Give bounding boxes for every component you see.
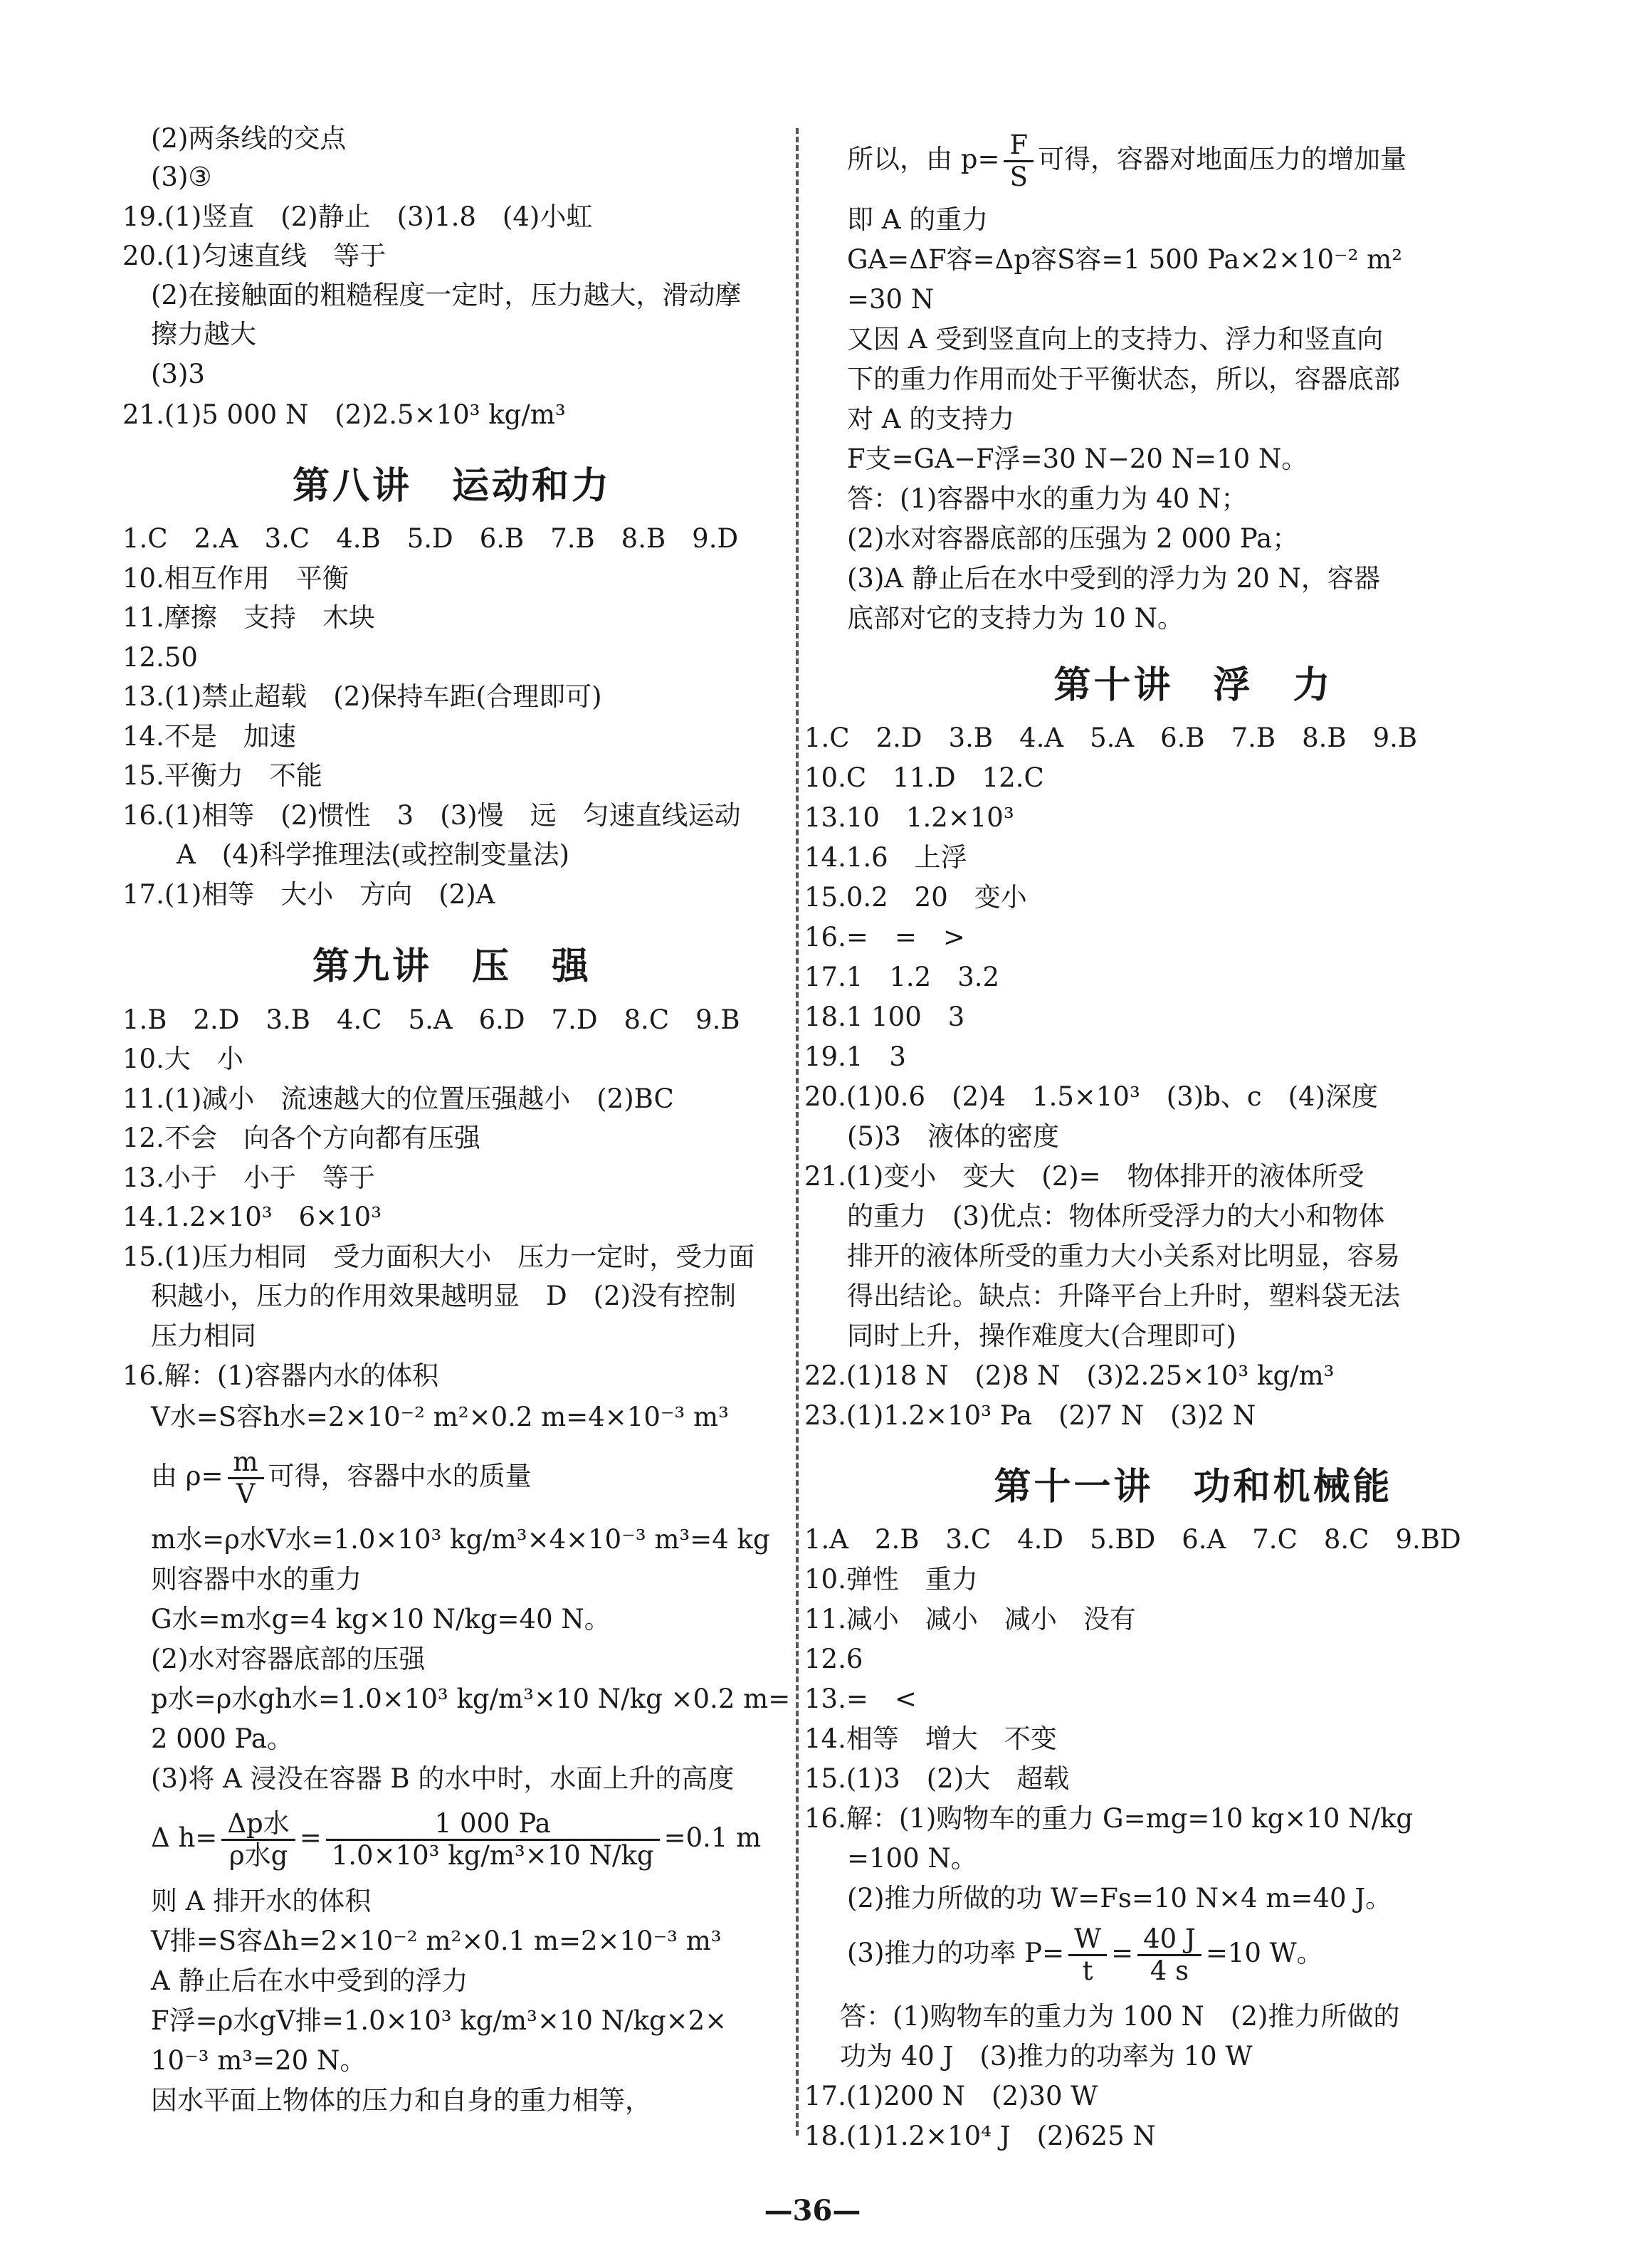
text-line: 则容器中水的重力 xyxy=(151,1564,362,1595)
answer-17: 17.(1)200 N (2)30 W xyxy=(804,2081,1098,2111)
text-line: (2)水对容器底部的压强为 2 000 Pa； xyxy=(847,523,1299,554)
text-line: (2)在接触面的粗糙程度一定时，压力越大，滑动摩 xyxy=(151,280,742,310)
answer-choices-11: 1.A 2.B 3.C 4.D 5.BD 6.A 7.C 8.C 9.BD xyxy=(804,1524,1461,1555)
text-line: A 静止后在水中受到的浮力 xyxy=(151,1965,468,1996)
text-line: 则 A 排开水的体积 xyxy=(151,1886,372,1916)
text-run: =0.1 m xyxy=(663,1822,762,1853)
denominator: V xyxy=(236,1479,256,1509)
answer-10: 10.C 11.D 12.C xyxy=(804,762,1044,793)
column-divider xyxy=(796,128,799,2136)
answer-16: 16.解：(1)容器内水的体积 xyxy=(122,1360,439,1391)
text-line: (2)水对容器底部的压强 xyxy=(151,1644,426,1674)
text-line: (5)3 液体的密度 xyxy=(847,1121,1059,1152)
answer-10: 10.弹性 重力 xyxy=(804,1564,978,1595)
formula-line: m水=ρ水V水=1.0×10³ kg/m³×4×10⁻³ m³=4 kg xyxy=(151,1524,770,1555)
answer-18: 18.1 100 3 xyxy=(804,1002,965,1032)
answer-15: 15.(1)压力相同 受力面积大小 压力一定时，受力面 xyxy=(122,1241,755,1272)
answer-14: 14.不是 加速 xyxy=(122,721,296,752)
numerator: F xyxy=(1004,130,1034,162)
text-line: 擦力越大 xyxy=(151,319,256,350)
text-line: (3)3 xyxy=(151,359,205,389)
fraction xyxy=(1137,1924,1201,1986)
text-line: 功为 40 J (3)推力的功率为 10 W xyxy=(840,2041,1253,2072)
denominator: ρ水g xyxy=(228,1840,288,1871)
denominator: 4 s xyxy=(1150,1955,1189,1986)
formula-line: p水=ρ水gh水=1.0×10³ kg/m³×10 N/kg ×0.2 m= xyxy=(151,1684,791,1714)
answer-10: 10.大 小 xyxy=(122,1044,243,1074)
answer-15: 15.平衡力 不能 xyxy=(122,760,322,791)
formula-line: V水=S容h水=2×10⁻² m²×0.2 m=4×10⁻³ m³ xyxy=(151,1402,729,1432)
text-line: =100 N。 xyxy=(847,1843,977,1874)
text-run: (3)推力的功率 P= xyxy=(847,1938,1065,1968)
formula-line: V排=S容Δh=2×10⁻² m²×0.1 m=2×10⁻³ m³ xyxy=(151,1926,722,1956)
text-run: 所以，由 p= xyxy=(847,144,1000,174)
answer-16: 16.= = > xyxy=(804,922,965,952)
text-line: 对 A 的支持力 xyxy=(847,404,1015,434)
answer-11: 11.减小 减小 减小 没有 xyxy=(804,1604,1136,1634)
answer-summary: 答：(1)容器中水的重力为 40 N； xyxy=(847,483,1248,514)
answer-17: 17.1 1.2 3.2 xyxy=(804,962,1000,992)
answer-12: 12.50 xyxy=(122,642,198,673)
answer-15: 15.0.2 20 变小 xyxy=(804,882,1027,913)
formula-line: F支=GA−F浮=30 N−20 N=10 N。 xyxy=(847,443,1308,474)
text-line: 即 A 的重力 xyxy=(847,204,989,235)
text-run: 由 ρ= xyxy=(151,1461,223,1491)
fraction xyxy=(221,1809,295,1871)
answer-12: 12.6 xyxy=(804,1644,863,1674)
text-run: = xyxy=(1111,1938,1134,1968)
answer-20: 20.(1)匀速直线 等于 xyxy=(122,241,386,271)
page-number: —36— xyxy=(764,2194,861,2227)
formula-line: =30 N xyxy=(847,284,935,315)
answer-choices-10: 1.C 2.D 3.B 4.A 5.A 6.B 7.B 8.B 9.B xyxy=(804,723,1418,753)
answer-14: 14.1.2×10³ 6×10³ xyxy=(122,1202,382,1232)
text-line: 压力相同 xyxy=(151,1321,256,1351)
formula-line: F浮=ρ水gV排=1.0×10³ kg/m³×10 N/kg×2× xyxy=(151,2005,727,2036)
text-line: 同时上升，操作难度大(合理即可) xyxy=(847,1321,1236,1351)
numerator: 40 J xyxy=(1137,1924,1201,1956)
formula-line: GA=ΔF容=Δp容S容=1 500 Pa×2×10⁻² m² xyxy=(847,244,1403,275)
text-line: (3)A 静止后在水中受到的浮力为 20 N，容器 xyxy=(847,563,1380,594)
answer-15: 15.(1)3 (2)大 超载 xyxy=(804,1763,1070,1794)
text-run: 可得，容器中水的质量 xyxy=(268,1461,532,1491)
text-line: A (4)科学推理法(或控制变量法) xyxy=(177,839,570,870)
numerator: Δp水 xyxy=(221,1809,295,1841)
answer-14: 14.1.6 上浮 xyxy=(804,842,967,873)
answer-13: 13.10 1.2×10³ xyxy=(804,802,1014,833)
text-line: 积越小，压力的作用效果越明显 D (2)没有控制 xyxy=(151,1281,737,1311)
formula-height-rise xyxy=(151,1807,761,1871)
section-title-11: 第十一讲 功和机械能 xyxy=(994,1465,1393,1508)
formula-density xyxy=(151,1445,532,1509)
denominator: 1.0×10³ kg/m³×10 N/kg xyxy=(331,1840,654,1871)
numerator: W xyxy=(1068,1924,1107,1956)
formula-line: 10⁻³ m³=20 N。 xyxy=(151,2045,367,2076)
numerator: m xyxy=(228,1447,264,1479)
formula-pressure xyxy=(847,128,1406,192)
formula-line: G水=m水g=4 kg×10 N/kg=40 N。 xyxy=(151,1604,611,1634)
text-run: Δ h= xyxy=(151,1822,218,1853)
text-line: (3)③ xyxy=(151,162,212,192)
fraction xyxy=(326,1809,660,1871)
text-line: (3)将 A 浸没在容器 B 的水中时，水面上升的高度 xyxy=(151,1763,735,1794)
text-line: 得出结论。缺点：升降平台上升时，塑料袋无法 xyxy=(847,1281,1400,1311)
answer-choices-8: 1.C 2.A 3.C 4.B 5.D 6.B 7.B 8.B 9.D xyxy=(122,523,739,554)
text-line: (2)两条线的交点 xyxy=(151,123,347,154)
answer-11: 11.摩擦 支持 木块 xyxy=(122,602,375,633)
text-line: 的重力 (3)优点：物体所受浮力的大小和物体 xyxy=(847,1201,1385,1232)
answer-20: 20.(1)0.6 (2)4 1.5×10³ (3)b、c (4)深度 xyxy=(804,1081,1379,1112)
numerator: 1 000 Pa xyxy=(326,1809,660,1841)
text-run: = xyxy=(299,1822,322,1853)
answer-19: 19.1 3 xyxy=(804,1041,906,1072)
answer-16: 16.(1)相等 (2)惯性 3 (3)慢 远 匀速直线运动 xyxy=(122,800,741,831)
answer-23: 23.(1)1.2×10³ Pa (2)7 N (3)2 N xyxy=(804,1400,1256,1431)
answer-11: 11.(1)减小 流速越大的位置压强越小 (2)BC xyxy=(122,1083,674,1114)
answer-21: 21.(1)5 000 N (2)2.5×10³ kg/m³ xyxy=(122,399,566,430)
answer-14: 14.相等 增大 不变 xyxy=(804,1723,1057,1754)
formula-power xyxy=(847,1922,1323,1986)
denominator: S xyxy=(1009,162,1028,192)
section-title-8: 第八讲 运动和力 xyxy=(292,464,611,508)
text-line: 因水平面上物体的压力和自身的重力相等， xyxy=(151,2085,651,2116)
answer-10: 10.相互作用 平衡 xyxy=(122,563,349,594)
text-run: =10 W。 xyxy=(1205,1938,1323,1968)
answer-21: 21.(1)变小 变大 (2)= 物体排开的液体所受 xyxy=(804,1161,1364,1192)
answer-13: 13.(1)禁止超载 (2)保持车距(合理即可) xyxy=(122,681,602,712)
answer-22: 22.(1)18 N (2)8 N (3)2.25×10³ kg/m³ xyxy=(804,1360,1335,1391)
fraction xyxy=(1068,1924,1107,1986)
formula-line: (2)推力所做的功 W=Fs=10 N×4 m=40 J。 xyxy=(847,1883,1392,1913)
section-title-9: 第九讲 压 强 xyxy=(312,945,591,988)
denominator: t xyxy=(1082,1955,1093,1986)
answer-13: 13.= < xyxy=(804,1684,917,1714)
answer-16: 16.解：(1)购物车的重力 G=mg=10 kg×10 N/kg xyxy=(804,1803,1414,1834)
section-title-10: 第十讲 浮 力 xyxy=(1053,663,1333,707)
answer-18: 18.(1)1.2×10⁴ J (2)625 N xyxy=(804,2121,1156,2151)
fraction xyxy=(228,1447,264,1509)
fraction xyxy=(1004,130,1034,192)
text-line: 排开的液体所受的重力大小关系对比明显，容易 xyxy=(847,1241,1400,1271)
answer-19: 19.(1)竖直 (2)静止 (3)1.8 (4)小虹 xyxy=(122,201,593,232)
text-line: 底部对它的支持力为 10 N。 xyxy=(847,603,1184,634)
text-run: 可得，容器对地面压力的增加量 xyxy=(1038,144,1407,174)
answer-12: 12.不会 向各个方向都有压强 xyxy=(122,1123,480,1153)
answer-summary: 答：(1)购物车的重力为 100 N (2)推力所做的 xyxy=(840,2001,1400,2032)
text-line: 下的重力作用而处于平衡状态，所以，容器底部 xyxy=(847,364,1400,394)
answer-choices-9: 1.B 2.D 3.B 4.C 5.A 6.D 7.D 8.C 9.B xyxy=(122,1004,740,1035)
text-line: 2 000 Pa。 xyxy=(151,1723,293,1754)
text-line: 又因 A 受到竖直向上的支持力、浮力和竖直向 xyxy=(847,324,1384,355)
answer-13: 13.小于 小于 等于 xyxy=(122,1162,375,1193)
answer-17: 17.(1)相等 大小 方向 (2)A xyxy=(122,879,495,910)
